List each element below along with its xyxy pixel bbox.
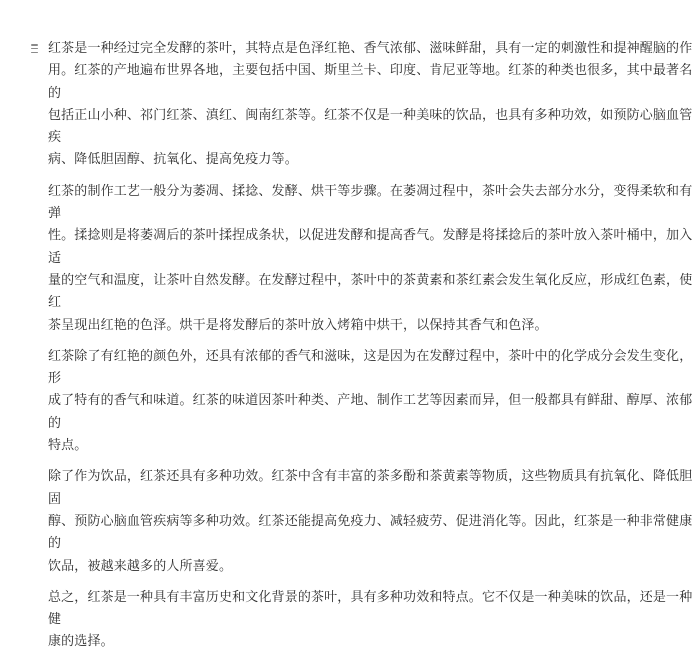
paragraph-block-5[interactable] (48, 587, 693, 654)
paragraph-1: 红茶是一种经过完全发酵的茶叶，其特点是色泽红艳、香气浓郁、滋味鲜甜，具有一定的刺激性和提神醒脑的作 用。红茶的产地遍布世界各地，主要包括中国、斯里兰卡、印度、肯尼亚等地。红茶的种类也很多，其中最著名的 包括正山小种、祁门红茶、滇红、闽南红茶等。红茶不仅是一种美味的饮品，也具有多种功效，如预防心脑血管疾 病、降低胆固醇、抗氧化、提高免疫力等。 (48, 41, 693, 168)
paragraph-3: 红茶除了有红艳的颜色外，还具有浓郁的香气和滋味，这是因为在发酵过程中，茶叶中的化学成分会发生变化，形 成了特有的香气和味道。红茶的味道因茶叶种类、产地、制作工艺等因素而异，但一般都具有鲜甜、醇厚、浓郁的 特点。 (48, 348, 693, 454)
paragraph-2: 红茶的制作工艺一般分为萎凋、揉捻、发酵、烘干等步骤。在萎凋过程中，茶叶会失去部分水分，变得柔软和有弹 性。揉捻则是将萎凋后的茶叶揉捏成条状，以促进发酵和提高香气。发酵是将揉捻后的茶叶放入茶叶桶中，加入适 量的空气和温度，让茶叶自然发酵。在发酵过程中，茶叶中的茶黄素和茶红素会发生氧化反应，形成红色素，使红 茶呈现出红艳的色泽。烘干是将发酵后的茶叶放入烤箱中烘干，以保持其香气和色泽。 (48, 183, 693, 333)
paragraph-block-3[interactable] (48, 346, 693, 457)
drag-handle-icon[interactable] (31, 44, 39, 54)
paragraph-block-4[interactable] (48, 466, 693, 577)
paragraph-5: 总之，红茶是一种具有丰富历史和文化背景的茶叶，具有多种功效和特点。它不仅是一种美味的饮品，还是一种健 康的选择。 (48, 589, 693, 650)
paragraph-block-1[interactable] (48, 38, 693, 172)
paragraph-4: 除了作为饮品，红茶还具有多种功效。红茶中含有丰富的茶多酚和茶黄素等物质，这些物质具有抗氧化、降低胆固 醇、预防心脑血管疾病等多种功效。红茶还能提高免疫力、减轻疲劳、促进消化等。因此，红茶是一种非常健康的 饮品，被越来越多的人所喜爱。 (48, 469, 693, 574)
document-body (48, 38, 693, 663)
paragraph-block-2[interactable] (48, 181, 693, 337)
